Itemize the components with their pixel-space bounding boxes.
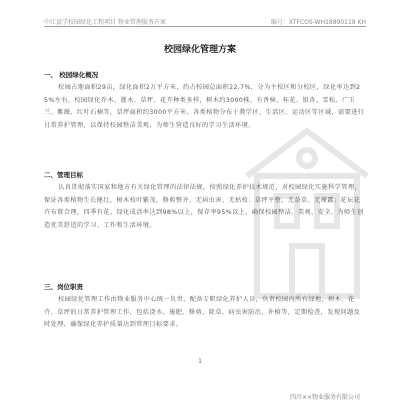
running-header bbox=[44, 17, 366, 26]
page-number: 1 bbox=[198, 358, 202, 365]
header-left-text: 中江县学校园绿化工程项目 物业管理服务方案 bbox=[44, 19, 166, 26]
page-footer: 四川××物业服务有限公司 bbox=[289, 394, 360, 401]
section-body-goals: 认真贯彻落实国家和地方有关绿化管理的法律法规，按照绿化养护技术规范，对校园绿化实施科学管理，保证各类植物生长健壮，树木枝叶繁茂、修剪整齐、无病虫害、无枯枝；草坪平整、无杂草、无裸露；花坛花卉布置合理，四季有花。绿化成活率达到98%以上，保存率95%以上，确保校园整洁、美观、安全，为师生创造优美舒适的学习、工作和生活环境。 bbox=[44, 184, 364, 229]
section-body-overview: 校园占地面积29亩，绿化面积2万平方米，约占校园总面积22.7%，分为主校区和分校区，绿化率达到25%左右。校园绿化乔木、灌木、草坪、花卉种类多样，树木约3000株，有香樟、桂花、银杏、雪松、广玉兰、紫薇、红叶石楠等，草坪面积约3000平方米。各类植物分布于教学区、生活区、运动区等区域，需要进行日常养护管理，以保持校园整洁美观，为师生营造良好的学习生活环境。 bbox=[44, 84, 365, 129]
section-body-duties: 校园绿化管理工作由物业服务中心统一负责，配备专职绿化养护人员，负责校园内所有绿地、树木、花卉、草坪的日常养护管理工作，包括浇水、施肥、修剪、除草、病虫害防治、补植等，定期检查，发现问题及时处理，确保绿化养护质量达到管理目标要求。 bbox=[44, 296, 361, 329]
document-title: 校园绿化管理方案 bbox=[163, 45, 236, 55]
header-right-text: 编号：XTFCOS-WH18890118 KH bbox=[270, 19, 366, 26]
section-heading-goals: 二、管理目标 bbox=[44, 171, 83, 179]
section-heading-overview: 一、 校园绿化概况 bbox=[44, 71, 99, 79]
section-heading-duties: 三、岗位职责 bbox=[44, 283, 83, 291]
header-divider bbox=[44, 26, 366, 27]
